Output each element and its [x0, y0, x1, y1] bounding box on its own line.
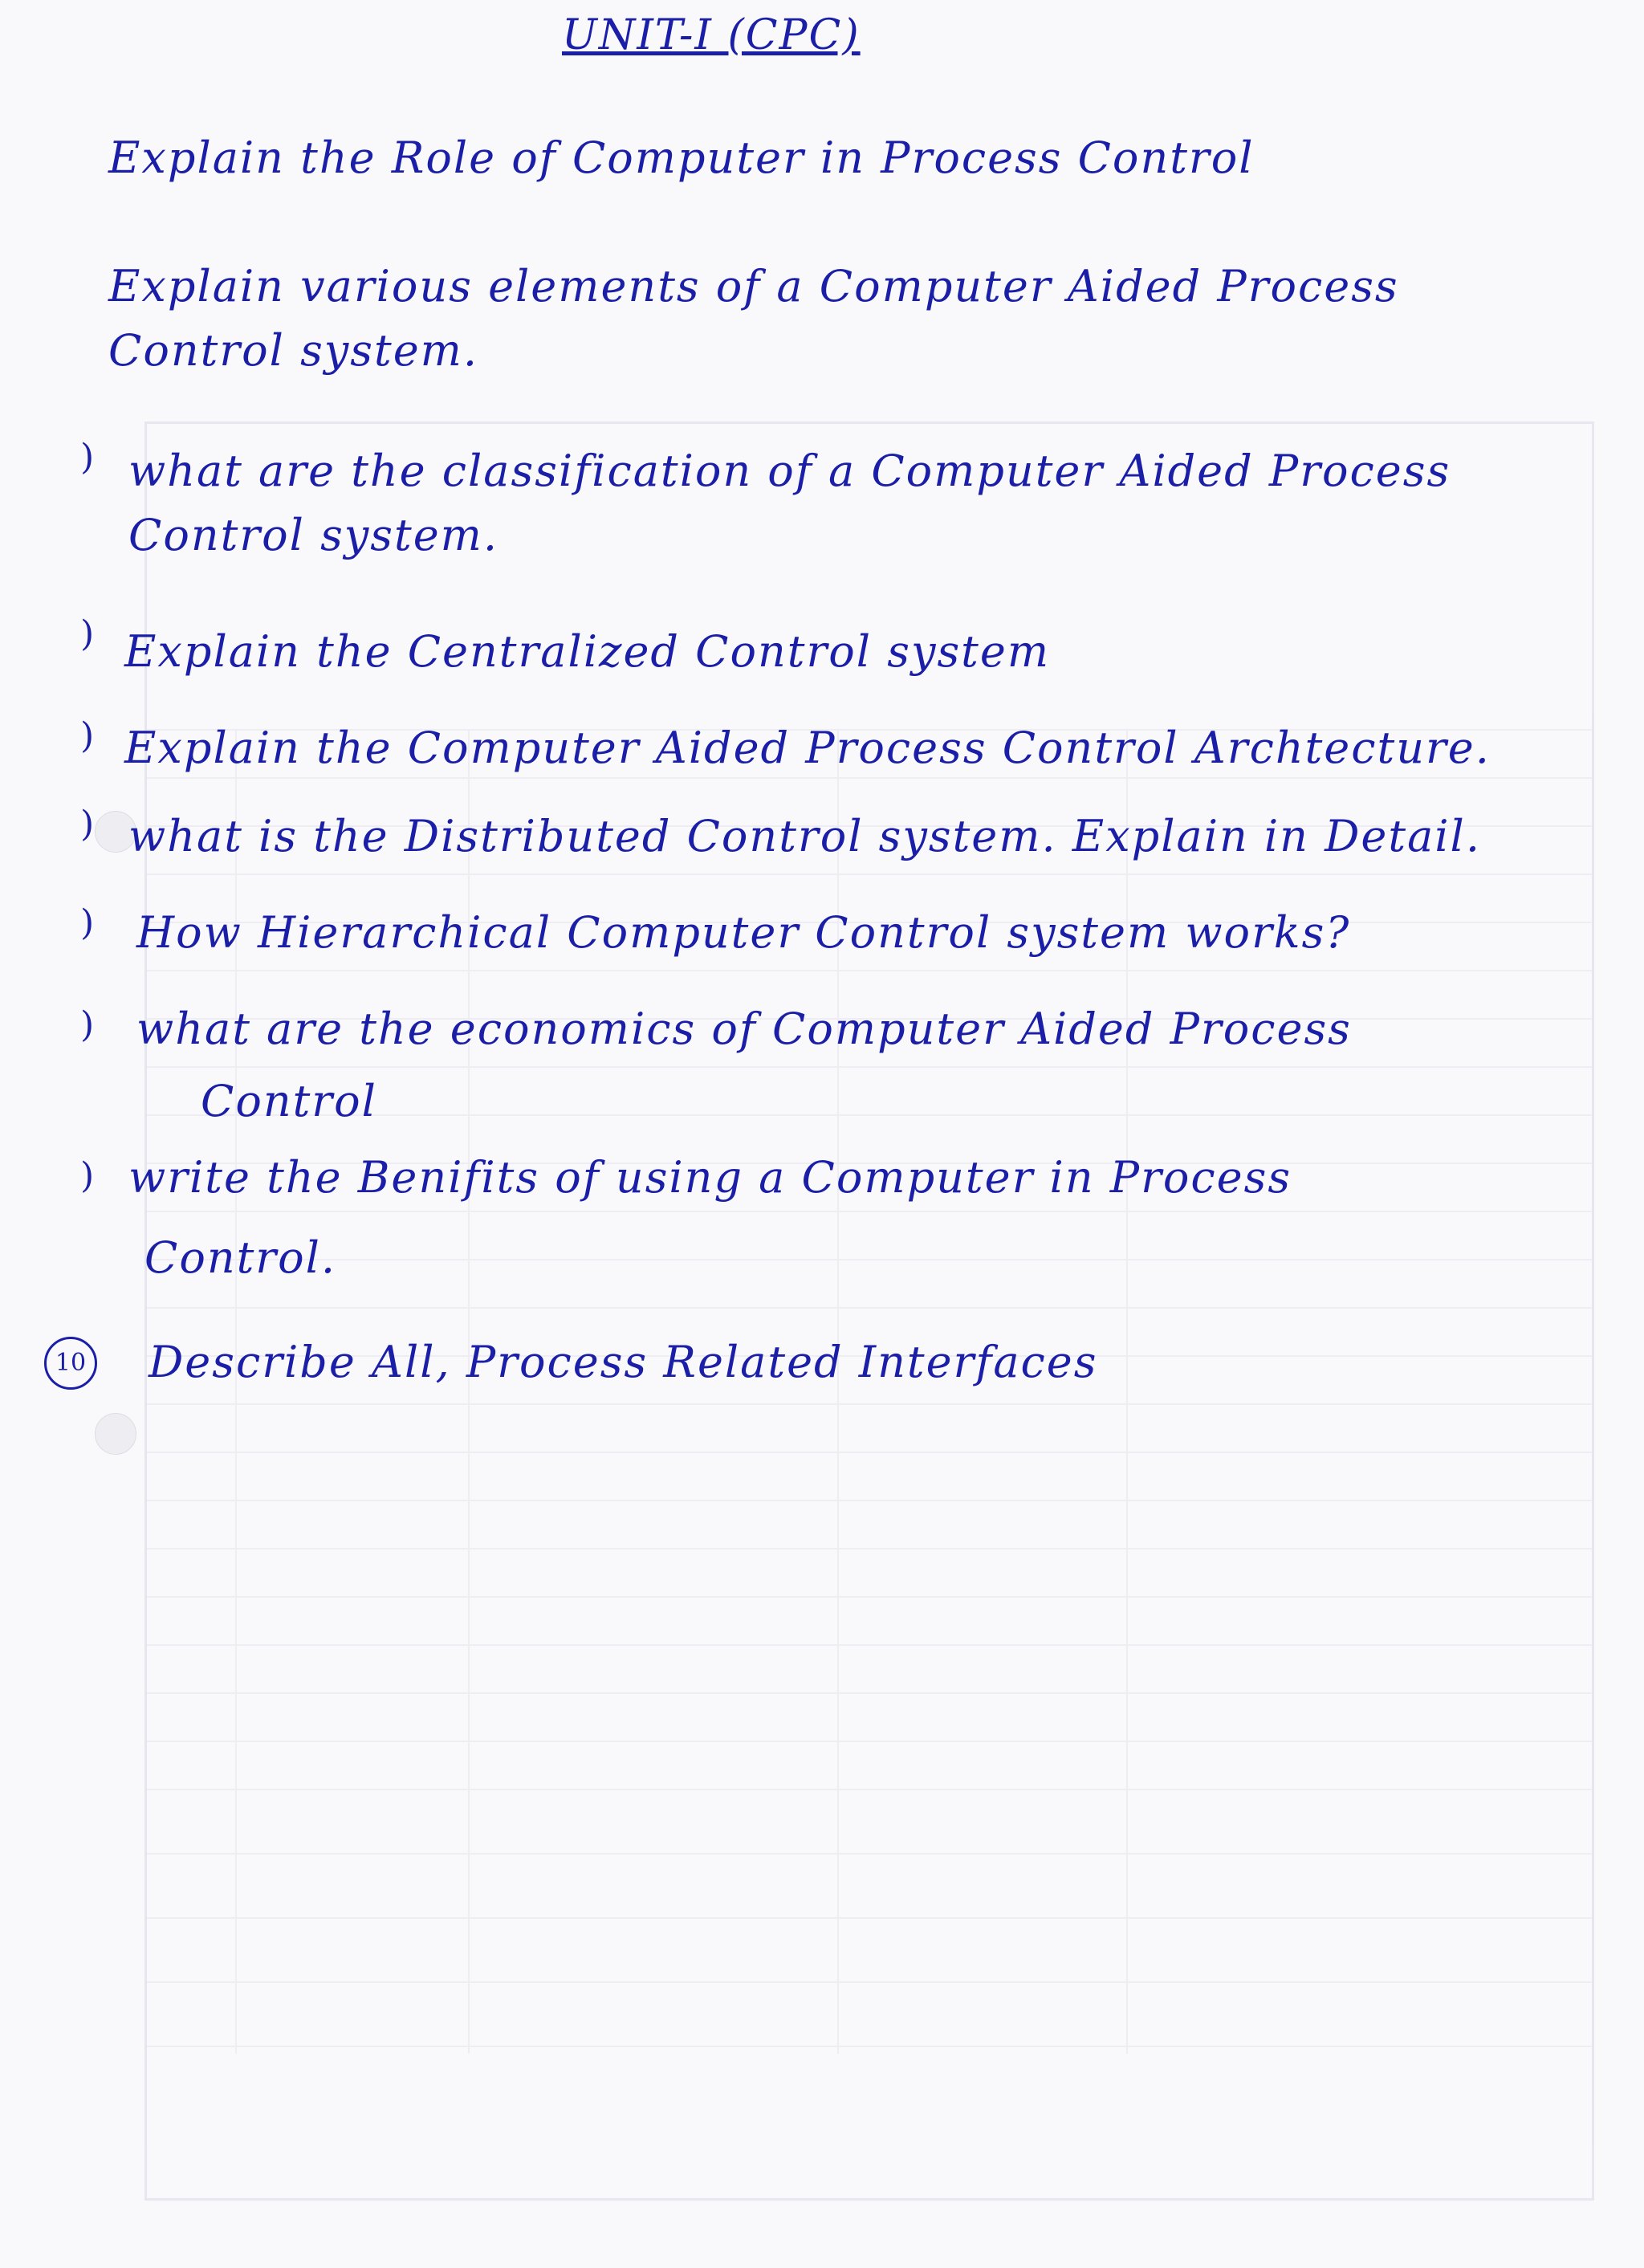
- question-3-line-1: what are the classification of a Computer Aided Process: [128, 446, 1451, 496]
- question-8-number: ): [80, 1004, 95, 1045]
- question-2-line-1: Explain various elements of a Computer Aided Process: [108, 261, 1399, 311]
- question-9-line-2: Control.: [144, 1232, 337, 1283]
- ghost-row: [147, 2046, 1592, 2047]
- show-through-table: [144, 421, 1594, 2201]
- question-6-line-1: what is the Distributed Control system. Explain in Detail.: [128, 811, 1481, 861]
- question-8-line-1: what are the economics of Computer Aided Process: [136, 1004, 1352, 1054]
- punch-hole: [95, 1413, 136, 1455]
- question-8-line-2: Control: [201, 1076, 377, 1126]
- page-title: UNIT-I (CPC): [562, 11, 861, 59]
- question-7-number: ): [80, 902, 95, 943]
- question-5-line-1: Explain the Computer Aided Process Control Archtecture.: [124, 723, 1491, 773]
- question-10-number: 10: [44, 1337, 97, 1390]
- ghost-row: [147, 1548, 1592, 1549]
- ghost-row: [147, 1452, 1592, 1453]
- ghost-row: [147, 1644, 1592, 1646]
- ghost-row: [147, 1211, 1592, 1212]
- question-9-number: ): [80, 1155, 95, 1196]
- ghost-row: [147, 1259, 1592, 1260]
- ghost-row: [147, 777, 1592, 779]
- question-7-line-1: How Hierarchical Computer Control system works?: [136, 907, 1351, 958]
- ghost-row: [147, 970, 1592, 971]
- ghost-row: [147, 1066, 1592, 1068]
- ghost-row: [147, 1981, 1592, 1983]
- question-2-line-2: Control system.: [108, 325, 479, 376]
- ghost-row: [147, 1741, 1592, 1742]
- question-4-number: ): [80, 613, 95, 654]
- question-3-line-2: Control system.: [128, 510, 499, 560]
- question-3-number: ): [80, 437, 95, 478]
- question-6-number: ): [80, 804, 95, 845]
- ghost-row: [147, 1917, 1592, 1919]
- ghost-row: [147, 1307, 1592, 1309]
- question-4-line-1: Explain the Centralized Control system: [124, 626, 1051, 677]
- ghost-row: [147, 1500, 1592, 1501]
- question-1-line-1: Explain the Role of Computer in Process Control: [108, 132, 1255, 183]
- question-5-number: ): [80, 715, 95, 756]
- ghost-row: [147, 1596, 1592, 1598]
- ghost-row: [147, 873, 1592, 875]
- ghost-row: [147, 1403, 1592, 1405]
- ghost-row: [147, 1789, 1592, 1790]
- ghost-row: [147, 1853, 1592, 1855]
- question-9-line-1: write the Benifits of using a Computer in Process: [128, 1152, 1292, 1203]
- question-10-line-1: Describe All, Process Related Interfaces: [149, 1337, 1098, 1387]
- ghost-row: [147, 1692, 1592, 1694]
